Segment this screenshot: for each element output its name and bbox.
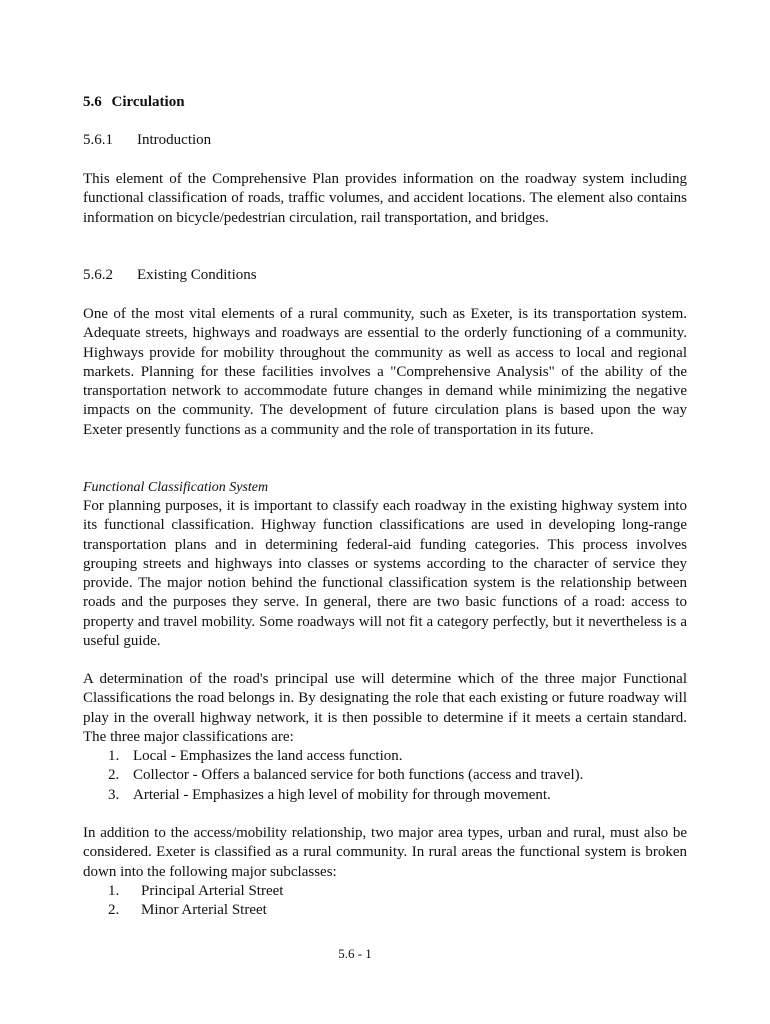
additional-paragraph: In addition to the access/mobility relationship, two major area types, urban and rural, must also be considered. Exeter is classified as a rural community. In rural areas the functional system is broken down into the following major subclasses: bbox=[83, 825, 687, 880]
section-title: Circulation bbox=[111, 94, 185, 110]
section-number: 5.6 bbox=[83, 94, 102, 110]
section-heading bbox=[83, 93, 687, 112]
determination-paragraph: A determination of the road's principal use will determine which of the three major Functional Classifications the road belongs in. By designating the role that each existing or future roadway will play in the overall highway network, it is then possible to determine if it meets a certain standard. The three major classifications are: bbox=[83, 671, 687, 745]
functional-classification-title: Functional Classification System bbox=[83, 480, 269, 495]
list-item-number: 2. bbox=[108, 767, 120, 784]
list-item bbox=[83, 901, 687, 920]
list-item-number: 1. bbox=[108, 748, 120, 765]
list-item-text: Local - Emphasizes the land access function. bbox=[133, 748, 403, 765]
list-item-text: Minor Arterial Street bbox=[141, 902, 267, 919]
existing-conditions-paragraph: One of the most vital elements of a rural community, such as Exeter, is its transportation system. Adequate streets, highways and roadways are essential to the orderly functioning of a community. Highways provide for mobility throughout the community as well as access to local and regional markets. Planning for these facilities involves a "Comprehensive Analysis" of the ability of the transportation network to accommodate future changes in demand while minimizing the negative impacts on the community. The development of future circulation plans is based upon the way Exeter presently functions as a community and the role of transportation in its future. bbox=[83, 306, 687, 438]
introduction-heading bbox=[83, 131, 687, 150]
introduction-paragraph: This element of the Comprehensive Plan provides information on the roadway system including functional classification of roads, traffic volumes, and accident locations. The element also contains information on bicycle/pedestrian circulation, rail transportation, and bridges. bbox=[83, 171, 687, 226]
page-number: 5.6 - 1 bbox=[338, 946, 372, 961]
introduction-number: 5.6.1 bbox=[83, 132, 113, 148]
additional-section bbox=[83, 824, 687, 920]
existing-conditions-title: Existing Conditions bbox=[137, 267, 257, 283]
determination-section bbox=[83, 670, 687, 805]
list-item bbox=[83, 786, 687, 805]
classification-list bbox=[83, 747, 687, 805]
subclass-list bbox=[83, 882, 687, 921]
list-item bbox=[83, 882, 687, 901]
introduction-title: Introduction bbox=[137, 132, 212, 148]
list-item-number: 2. bbox=[108, 902, 120, 919]
existing-conditions-heading bbox=[83, 266, 687, 285]
list-item-number: 1. bbox=[108, 882, 120, 899]
list-item-text: Principal Arterial Street bbox=[141, 882, 284, 899]
functional-classification-paragraph: For planning purposes, it is important to classify each roadway in the existing highway system into its functional classification. Highway function classifications are used in developing long-range transportation plans and in determining federal-aid funding categories. This process involves grouping streets and highways into classes or systems according to the character of service they provide. The major notion behind the functional classification system is the relationship between roads and the purposes they serve. In general, there are two basic functions of a road: access to property and travel mobility. Some roadways will not fit a category perfectly, but it nevertheless is a useful guide. bbox=[83, 498, 687, 650]
list-item-number: 3. bbox=[108, 786, 120, 803]
list-item-text: Collector - Offers a balanced service for both functions (access and travel). bbox=[133, 767, 584, 784]
list-item-text: Arterial - Emphasizes a high level of mobility for through movement. bbox=[133, 786, 551, 803]
list-item bbox=[83, 747, 687, 766]
list-item bbox=[83, 766, 687, 785]
existing-conditions-number: 5.6.2 bbox=[83, 267, 113, 283]
